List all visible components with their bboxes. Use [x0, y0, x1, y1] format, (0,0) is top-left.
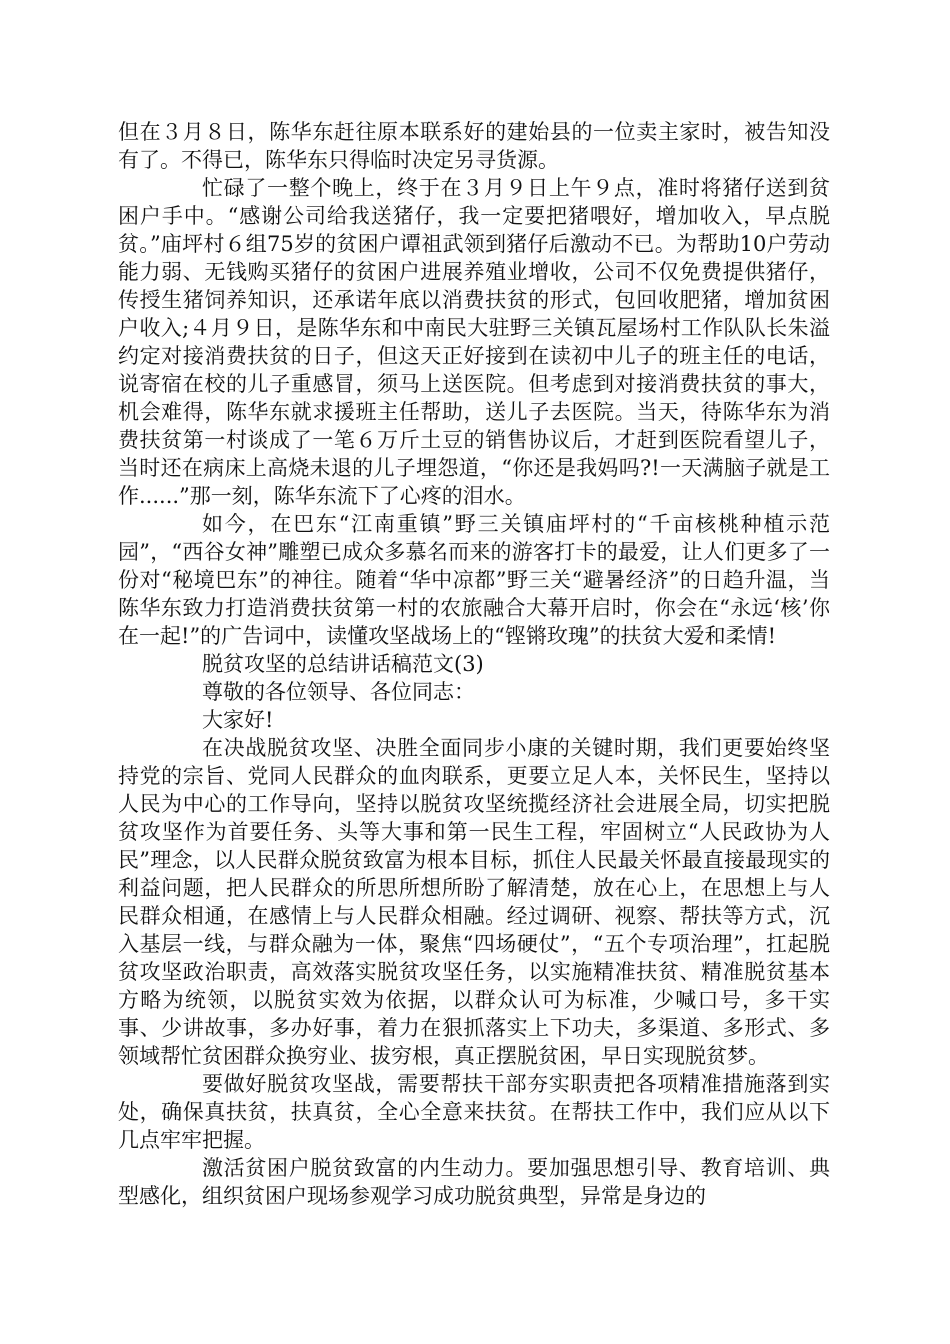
paragraph: 在决战脱贫攻坚、决胜全面同步小康的关键时期，我们更要始终坚持党的宗旨、党同人民群众的血肉联系，更要立足人本，关怀民生，坚持以人民为中心的工作导向，坚持以脱贫攻坚统揽经济社会进展全局，切实把脱贫攻坚作为首要任务、头等大事和第一民生工程，牢固树立“人民政协为人民”理念，以人民群众脱贫致富为根本目标，抓住人民最关怀最直接最现实的利益问题，把人民群众的所思所想所盼了解清楚，放在心上，在思想上与人民群众相通，在感情上与人民群众相融。经过调研、视察、帮扶等方式，沉入基层一线，与群众融为一体，聚焦“四场硬仗”，“五个专项治理”，扛起脱贫攻坚政治职责，高效落实脱贫攻坚任务，以实施精准扶贫、精准脱贫基本方略为统领，以脱贫实效为依据，以群众认可为标准，少喊口号，多干实事、少讲故事，多办好事，着力在狠抓落实上下功夫，多渠道、多形式、多领域帮忙贫困群众换穷业、拔穷根，真正摆脱贫困，早日实现脱贫梦。 [118, 736, 830, 1068]
paragraph: 忙碌了一整个晚上，终于在３月９日上午９点，准时将猪仔送到贫困户手中。“感谢公司给我送猪仔，我一定要把猪喂好，增加收入，早点脱贫。”庙坪村６组75岁的贫困户谭祖武领到猪仔后激动不已。为帮助10户劳动能力弱、无钱购买猪仔的贫困户进展养殖业增收，公司不仅免费提供猪仔，传授生猪饲养知识，还承诺年底以消费扶贫的形式，包回收肥猪，增加贫困户收入;４月９日，是陈华东和中南民大驻野三关镇瓦屋场村工作队队长朱溢约定对接消费扶贫的日子，但这天正好接到在读初中儿子的班主任的电话，说寄宿在校的儿子重感冒，须马上送医院。但考虑到对接消费扶贫的事大，机会难得，陈华东就求援班主任帮助，送儿子去医院。当天，待陈华东为消费扶贫第一村谈成了一笔６万斤土豆的销售协议后，才赶到医院看望儿子，当时还在病床上高烧未退的儿子埋怨道，“你还是我妈吗?!一天满脑子就是工作......”那一刻，陈华东流下了心疼的泪水。 [118, 176, 830, 508]
section-heading: 脱贫攻坚的总结讲话稿范文(3) [202, 652, 484, 676]
document-page [118, 118, 830, 1210]
paragraph: 但在３月８日，陈华东赶往原本联系好的建始县的一位卖主家时，被告知没有了。不得已，陈华东只得临时决定另寻货源。 [118, 120, 830, 172]
paragraph: 如今，在巴东“江南重镇”野三关镇庙坪村的“千亩核桃种植示范园”，“西谷女神”雕塑已成众多慕名而来的游客打卡的最爱，让人们更多了一份对“秘境巴东”的神往。随着“华中凉都”野三关“避暑经济”的日趋升温，当陈华东致力打造消费扶贫第一村的农旅融合大幕开启时，你会在“永远‘核’你在一起!”的广告词中，读懂攻坚战场上的“铿锵玫瑰”的扶贫大爱和柔情! [118, 512, 830, 648]
salutation: 尊敬的各位领导、各位同志： [202, 680, 475, 704]
greeting: 大家好! [202, 708, 274, 732]
paragraph: 激活贫困户脱贫致富的内生动力。要加强思想引导、教育培训、典型感化，组织贫困户现场参观学习成功脱贫典型，异常是身边的 [118, 1156, 830, 1208]
paragraph: 要做好脱贫攻坚战，需要帮扶干部夯实职责把各项精准措施落到实处，确保真扶贫，扶真贫，全心全意来扶贫。在帮扶工作中，我们应从以下几点牢牢把握。 [118, 1072, 830, 1152]
